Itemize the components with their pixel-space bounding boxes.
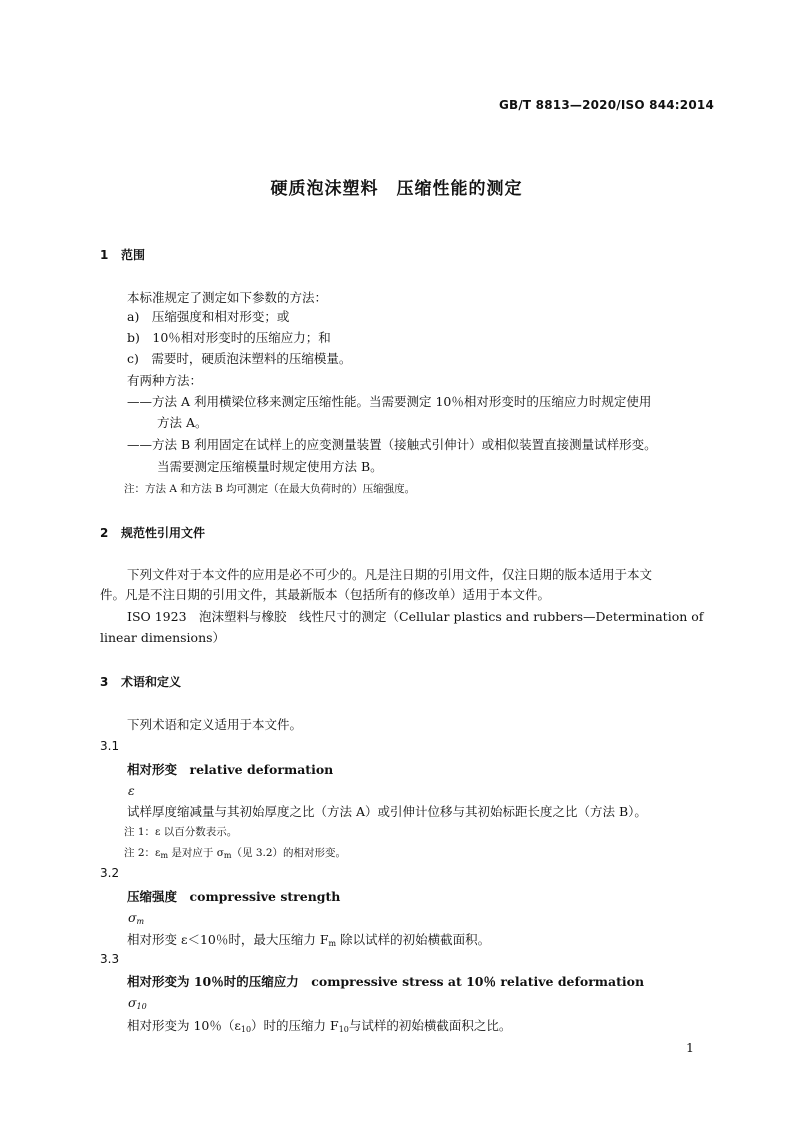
standard-number: GB/T 8813—2020/ISO 844:2014 (498, 98, 714, 112)
methods-intro: 有两种方法： (127, 373, 203, 388)
section-title: 范围 (121, 248, 146, 262)
term-name: 相对形变 relative deformation (127, 762, 334, 777)
term-name: 压缩强度 compressive strength (127, 889, 341, 904)
terms-intro: 下列术语和定义适用于本文件。 (127, 717, 303, 732)
term-number: 3.1 (100, 739, 120, 753)
term-number: 3.2 (100, 866, 120, 880)
section-number: 2 (100, 526, 109, 540)
document-title: 硬质泡沫塑料 压缩性能的测定 (270, 179, 523, 199)
term-definition: 相对形变为 10％$(\varepsilon_{10})$时的压缩力 $F_{10}$与试样的初始横截面积之比。 (127, 1018, 512, 1034)
list-item: b) 10％相对形变时的压缩应力；和 (127, 330, 331, 345)
term-name: 相对形变为 10％时的压缩应力 compressive stress at 10％ relative deformation (127, 974, 645, 989)
term-number: 3.3 (100, 952, 120, 966)
term-symbol: $\sigma_{10}$ (128, 995, 147, 1011)
list-item: c) 需要时，硬质泡沫塑料的压缩模量。 (127, 351, 352, 366)
list-item: a) 压缩强度和相对形变；或 (127, 309, 290, 324)
section-3-heading (100, 673, 181, 690)
term-note: 注 2：$\varepsilon_m$ 是对应于 $\sigma_m$（见 3.2）的相对形变。 (124, 847, 347, 860)
section-number: 3 (100, 675, 109, 689)
term-definition: 试样厚度缩减量与其初始厚度之比（方法 A）或引伸计位移与其初始标距长度之比（方法 B）。 (127, 804, 647, 819)
method-a-text-continued: 方法 A。 (157, 415, 208, 430)
reference-entry-continued: linear dimensions） (100, 630, 226, 645)
normative-paragraph-continued: 件。凡是不注日期的引用文件，其最新版本（包括所有的修改单）适用于本文件。 (100, 587, 551, 602)
term-definition: 相对形变 ε＜10％时，最大压缩力 $F_m$ 除以试样的初始横截面积。 (127, 932, 491, 948)
section-title: 规范性引用文件 (121, 526, 206, 540)
method-b-text-continued: 当需要测定压缩模量时规定使用方法 B。 (157, 459, 383, 474)
section-title: 术语和定义 (121, 675, 182, 689)
section-1-heading (100, 246, 145, 263)
method-b-text: ——方法 B 利用固定在试样上的应变测量装置（接触式引伸计）或相似装置直接测量试样形变。 (127, 437, 657, 452)
section-2-heading (100, 524, 205, 541)
scope-intro: 本标准规定了测定如下参数的方法： (127, 290, 328, 305)
reference-entry: ISO 1923 泡沫塑料与橡胶 线性尺寸的测定（Cellular plastics and rubbers—Determination of (127, 609, 704, 624)
term-symbol: $\sigma_m$ (128, 910, 145, 926)
page-number: 1 (686, 1040, 694, 1055)
term-symbol: ε (128, 783, 135, 798)
normative-paragraph: 下列文件对于本文件的应用是必不可少的。凡是注日期的引用文件，仅注日期的版本适用于本文 (127, 567, 653, 582)
scope-note: 注：方法 A 和方法 B 均可测定（在最大负荷时的）压缩强度。 (124, 483, 416, 495)
term-note: 注 1：ε 以百分数表示。 (124, 826, 238, 838)
method-a-text: ——方法 A 利用横梁位移来测定压缩性能。当需要测定 10％相对形变时的压缩应力时规定使用 (127, 394, 652, 409)
section-number: 1 (100, 248, 109, 262)
